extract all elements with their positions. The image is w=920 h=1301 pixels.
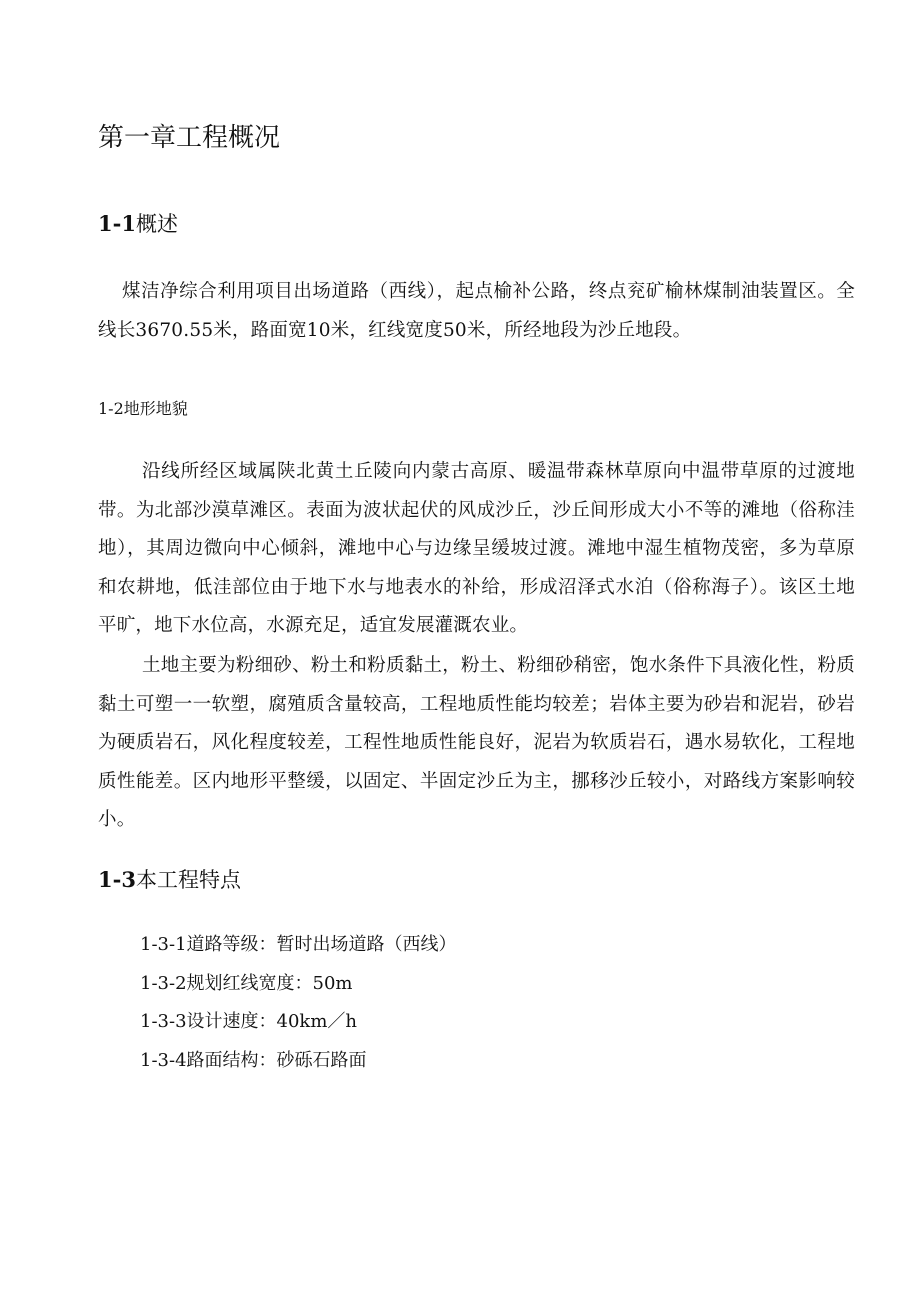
terrain-paragraph-1: 沿线所经区域属陕北黄土丘陵向内蒙古高原、暖温带森林草原向中温带草原的过渡地带。为北部沙漠草滩区。表面为波状起伏的风成沙丘，沙丘间形成大小不等的滩地（俗称洼地），其周边微向中心倾斜，滩地中心与边缘呈缓坡过渡。滩地中湿生植物茂密，多为草原和农耕地，低洼部位由于地下水与地表水的补给，形成沼泽式水泊（俗称海子）。该区土地平旷，地下水位高，水源充足，适宜发展灌溉农业。 xyxy=(98,461,855,636)
chapter-title: 第一章工程概况 xyxy=(98,123,281,153)
overview-paragraph: 煤洁净综合利用项目出场道路（西线），起点榆补公路，终点兖矿榆林煤制油装置区。全线长3670.55米，路面宽10米，红线宽度50米，所经地段为沙丘地段。 xyxy=(98,281,855,341)
list-item: 1-3-3设计速度：40km／h xyxy=(140,1011,357,1032)
list-item: 1-3-2规划红线宽度：50m xyxy=(140,972,353,994)
section-title: 概述 xyxy=(135,212,178,236)
list-item: 1-3-4路面结构：砂砾石路面 xyxy=(140,1049,367,1071)
terrain-paragraph-2: 土地主要为粉细砂、粉土和粉质黏土，粉土、粉细砂稍密，饱水条件下具液化性，粉质黏土可塑一一软塑，腐殖质含量较高，工程地质性能均较差；岩体主要为砂岩和泥岩，砂岩为硬质岩石，风化程度较差，工程性地质性能良好，泥岩为软质岩石，遇水易软化，工程地质性能差。区内地形平整缓，以固定、半固定沙丘为主，挪移沙丘较小，对路线方案影响较小。 xyxy=(98,655,855,830)
list-item: 1-3-1道路等级：暂时出场道路（西线） xyxy=(140,934,457,955)
section-number: 1-3 xyxy=(98,867,136,892)
section-number: 1-2 xyxy=(98,399,124,418)
section-heading-1-3 xyxy=(98,864,241,896)
section-title: 地形地貌 xyxy=(123,399,188,418)
section-heading-1-2 xyxy=(98,396,188,422)
project-features-list xyxy=(140,926,457,1080)
section-heading-1-1 xyxy=(98,208,178,240)
section-number: 1-1 xyxy=(98,211,136,236)
section-title: 本工程特点 xyxy=(135,868,241,892)
